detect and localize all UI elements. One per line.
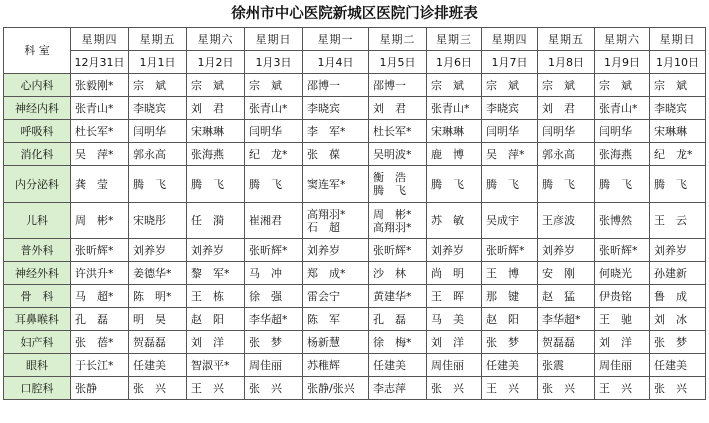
doctor-cell: 刘 君 <box>538 97 595 120</box>
schedule-table <box>3 27 706 400</box>
doctor-cell: 徐 强 <box>245 285 303 308</box>
doctor-cell: 苏 敏 <box>427 203 482 239</box>
doctor-cell: 孔 磊 <box>369 308 427 331</box>
doctor-cell: 王 栋 <box>187 285 245 308</box>
doctor-cell: 李晓宾 <box>303 97 369 120</box>
doctor-cell: 任建美 <box>482 354 538 377</box>
doctor-cell: 邵博一 <box>303 74 369 97</box>
doctor-cell: 腾 飞 <box>650 166 706 203</box>
department-label: 神经内科 <box>4 97 71 120</box>
doctor-cell: 崔湘君 <box>245 203 303 239</box>
doctor-cell: 刘养岁 <box>187 239 245 262</box>
table-row <box>4 262 706 285</box>
doctor-cell: 宗 斌 <box>538 74 595 97</box>
doctor-cell: 伊贵铭 <box>595 285 650 308</box>
doctor-cell: 张 梦 <box>482 331 538 354</box>
doctor-cell: 郑 成* <box>303 262 369 285</box>
doctor-cell: 腾 飞 <box>129 166 187 203</box>
doctor-cell: 张昕辉* <box>482 239 538 262</box>
doctor-cell: 黄建华* <box>369 285 427 308</box>
doctor-cell: 闫明华 <box>595 120 650 143</box>
doctor-cell: 张昕辉* <box>71 239 129 262</box>
doctor-cell: 宗 斌 <box>482 74 538 97</box>
doctor-cell: 郭永高 <box>129 143 187 166</box>
doctor-cell: 张 兴 <box>129 377 187 400</box>
doctor-cell: 张博然 <box>595 203 650 239</box>
weekday-header: 星期四 <box>71 28 129 51</box>
department-label: 妇产科 <box>4 331 71 354</box>
doctor-cell: 邵博一 <box>369 74 427 97</box>
date-header: 12月31日 <box>71 51 129 74</box>
date-header: 1月9日 <box>595 51 650 74</box>
doctor-cell: 张 葆 <box>303 143 369 166</box>
doctor-cell: 张 兴 <box>245 377 303 400</box>
doctor-cell: 刘 冰 <box>650 308 706 331</box>
weekday-header: 星期六 <box>595 28 650 51</box>
doctor-cell: 宗 斌 <box>187 74 245 97</box>
doctor-cell: 吴 萍* <box>482 143 538 166</box>
doctor-cell: 沙 林 <box>369 262 427 285</box>
table-row <box>4 143 706 166</box>
doctor-cell: 孙建新 <box>650 262 706 285</box>
doctor-cell: 任建美 <box>369 354 427 377</box>
doctor-cell: 宗 斌 <box>129 74 187 97</box>
doctor-cell: 宗 斌 <box>595 74 650 97</box>
table-row <box>4 239 706 262</box>
department-label: 耳鼻喉科 <box>4 308 71 331</box>
doctor-cell: 腾 飞 <box>595 166 650 203</box>
doctor-cell: 何晓光 <box>595 262 650 285</box>
doctor-cell: 腾 飞 <box>187 166 245 203</box>
corner-label: 科 室 <box>4 28 71 74</box>
doctor-cell: 李晓宾 <box>650 97 706 120</box>
doctor-cell: 张 梦 <box>650 331 706 354</box>
doctor-cell: 闫明华 <box>129 120 187 143</box>
doctor-cell: 宋琳琳 <box>427 120 482 143</box>
doctor-cell: 刘 君 <box>187 97 245 120</box>
doctor-cell: 周佳丽 <box>245 354 303 377</box>
doctor-cell: 衡 浩 腾 飞 <box>369 166 427 203</box>
doctor-cell: 贺磊磊 <box>538 331 595 354</box>
doctor-cell: 周 彬* <box>71 203 129 239</box>
weekday-header: 星期五 <box>538 28 595 51</box>
doctor-cell: 张静/张兴 <box>303 377 369 400</box>
doctor-cell: 李华超* <box>245 308 303 331</box>
doctor-cell: 高翔羽* 石 超 <box>303 203 369 239</box>
doctor-cell: 张 兴 <box>427 377 482 400</box>
doctor-cell: 赵 猛 <box>538 285 595 308</box>
doctor-cell: 李晓宾 <box>129 97 187 120</box>
doctor-cell: 马 冲 <box>245 262 303 285</box>
doctor-cell: 张青山* <box>427 97 482 120</box>
doctor-cell: 宗 斌 <box>650 74 706 97</box>
doctor-cell: 腾 飞 <box>245 166 303 203</box>
doctor-cell: 张海燕 <box>187 143 245 166</box>
weekday-header: 星期日 <box>245 28 303 51</box>
doctor-cell: 张青山* <box>245 97 303 120</box>
department-label: 神经外科 <box>4 262 71 285</box>
doctor-cell: 闫明华 <box>482 120 538 143</box>
department-label: 儿科 <box>4 203 71 239</box>
doctor-cell: 任建美 <box>650 354 706 377</box>
doctor-cell: 刘 洋 <box>427 331 482 354</box>
doctor-cell: 吴 萍* <box>71 143 129 166</box>
table-row <box>4 285 706 308</box>
table-row <box>4 74 706 97</box>
doctor-cell: 吴明波* <box>369 143 427 166</box>
doctor-cell: 腾 飞 <box>538 166 595 203</box>
doctor-cell: 李志萍 <box>369 377 427 400</box>
doctor-cell: 马 美 <box>427 308 482 331</box>
doctor-cell: 王彦波 <box>538 203 595 239</box>
doctor-cell: 李华超* <box>538 308 595 331</box>
doctor-cell: 赵 阳 <box>187 308 245 331</box>
doctor-cell: 纪 龙* <box>650 143 706 166</box>
doctor-cell: 任 漪 <box>187 203 245 239</box>
doctor-cell: 于长江* <box>71 354 129 377</box>
doctor-cell: 张青山* <box>595 97 650 120</box>
doctor-cell: 马 超* <box>71 285 129 308</box>
doctor-cell: 刘养岁 <box>427 239 482 262</box>
doctor-cell: 孔 磊 <box>71 308 129 331</box>
doctor-cell: 腾 飞 <box>427 166 482 203</box>
doctor-cell: 闫明华 <box>245 120 303 143</box>
doctor-cell: 明 昊 <box>129 308 187 331</box>
doctor-cell: 刘 洋 <box>595 331 650 354</box>
date-header: 1月3日 <box>245 51 303 74</box>
weekday-header: 星期二 <box>369 28 427 51</box>
doctor-cell: 腾 飞 <box>482 166 538 203</box>
date-header: 1月5日 <box>369 51 427 74</box>
table-row <box>4 203 706 239</box>
table-row <box>4 308 706 331</box>
doctor-cell: 杜长军* <box>369 120 427 143</box>
doctor-cell: 鹿 博 <box>427 143 482 166</box>
department-label: 呼吸科 <box>4 120 71 143</box>
table-row <box>4 97 706 120</box>
date-header: 1月8日 <box>538 51 595 74</box>
doctor-cell: 刘养岁 <box>303 239 369 262</box>
doctor-cell: 宋晓彤 <box>129 203 187 239</box>
weekday-header: 星期一 <box>303 28 369 51</box>
doctor-cell: 许洪升* <box>71 262 129 285</box>
doctor-cell: 张昕辉* <box>369 239 427 262</box>
doctor-cell: 窦连军* <box>303 166 369 203</box>
doctor-cell: 刘养岁 <box>129 239 187 262</box>
doctor-cell: 龚 莹 <box>71 166 129 203</box>
doctor-cell: 李晓宾 <box>482 97 538 120</box>
doctor-cell: 那 键 <box>482 285 538 308</box>
weekday-header: 星期六 <box>187 28 245 51</box>
doctor-cell: 雷会宁 <box>303 285 369 308</box>
doctor-cell: 王 兴 <box>482 377 538 400</box>
doctor-cell: 纪 龙* <box>245 143 303 166</box>
weekday-header: 星期三 <box>427 28 482 51</box>
table-row <box>4 354 706 377</box>
doctor-cell: 张震 <box>538 354 595 377</box>
doctor-cell: 宗 斌 <box>427 74 482 97</box>
date-header: 1月2日 <box>187 51 245 74</box>
department-label: 眼科 <box>4 354 71 377</box>
doctor-cell: 贺磊磊 <box>129 331 187 354</box>
page-title: 徐州市中心医院新城区医院门诊排班表 <box>231 5 478 22</box>
table-row <box>4 120 706 143</box>
doctor-cell: 张青山* <box>71 97 129 120</box>
doctor-cell: 周佳丽 <box>427 354 482 377</box>
doctor-cell: 周佳丽 <box>595 354 650 377</box>
doctor-cell: 闫明华 <box>538 120 595 143</box>
doctor-cell: 周 彬* 高翔羽* <box>369 203 427 239</box>
date-header: 1月7日 <box>482 51 538 74</box>
date-header: 1月6日 <box>427 51 482 74</box>
department-label: 骨 科 <box>4 285 71 308</box>
date-header: 1月4日 <box>303 51 369 74</box>
doctor-cell: 尚 明 <box>427 262 482 285</box>
doctor-cell: 张 兴 <box>650 377 706 400</box>
department-label: 消化科 <box>4 143 71 166</box>
doctor-cell: 张昕辉* <box>245 239 303 262</box>
doctor-cell: 王 博 <box>482 262 538 285</box>
doctor-cell: 陈 军 <box>303 308 369 331</box>
doctor-cell: 郭永高 <box>538 143 595 166</box>
doctor-cell: 杨新慧 <box>303 331 369 354</box>
weekday-header: 星期五 <box>129 28 187 51</box>
doctor-cell: 任建美 <box>129 354 187 377</box>
department-label: 口腔科 <box>4 377 71 400</box>
doctor-cell: 徐 梅* <box>369 331 427 354</box>
doctor-cell: 王 兴 <box>595 377 650 400</box>
doctor-cell: 张静 <box>71 377 129 400</box>
doctor-cell: 吴成宇 <box>482 203 538 239</box>
table-row <box>4 166 706 203</box>
doctor-cell: 刘 洋 <box>187 331 245 354</box>
doctor-cell: 鲁 成 <box>650 285 706 308</box>
table-row <box>4 331 706 354</box>
doctor-cell: 宋琳琳 <box>187 120 245 143</box>
doctor-cell: 刘养岁 <box>650 239 706 262</box>
date-header: 1月1日 <box>129 51 187 74</box>
doctor-cell: 王 兴 <box>187 377 245 400</box>
date-header: 1月10日 <box>650 51 706 74</box>
doctor-cell: 李 军* <box>303 120 369 143</box>
doctor-cell: 赵 阳 <box>482 308 538 331</box>
doctor-cell: 王 驰 <box>595 308 650 331</box>
doctor-cell: 智淑平* <box>187 354 245 377</box>
doctor-cell: 王 晖 <box>427 285 482 308</box>
doctor-cell: 安 刚 <box>538 262 595 285</box>
doctor-cell: 宗 斌 <box>245 74 303 97</box>
doctor-cell: 陈 明* <box>129 285 187 308</box>
doctor-cell: 张 蓓* <box>71 331 129 354</box>
doctor-cell: 张海燕 <box>595 143 650 166</box>
weekday-header: 星期日 <box>650 28 706 51</box>
doctor-cell: 宋琳琳 <box>650 120 706 143</box>
doctor-cell: 张毅刚* <box>71 74 129 97</box>
doctor-cell: 姜德华* <box>129 262 187 285</box>
doctor-cell: 张 梦 <box>245 331 303 354</box>
doctor-cell: 刘 君 <box>369 97 427 120</box>
department-label: 心内科 <box>4 74 71 97</box>
doctor-cell: 苏稚辉 <box>303 354 369 377</box>
doctor-cell: 王 云 <box>650 203 706 239</box>
doctor-cell: 黎 军* <box>187 262 245 285</box>
department-label: 普外科 <box>4 239 71 262</box>
table-row <box>4 377 706 400</box>
weekday-header: 星期四 <box>482 28 538 51</box>
doctor-cell: 张昕辉* <box>595 239 650 262</box>
doctor-cell: 刘养岁 <box>538 239 595 262</box>
doctor-cell: 杜长军* <box>71 120 129 143</box>
department-label: 内分泌科 <box>4 166 71 203</box>
doctor-cell: 张 兴 <box>538 377 595 400</box>
